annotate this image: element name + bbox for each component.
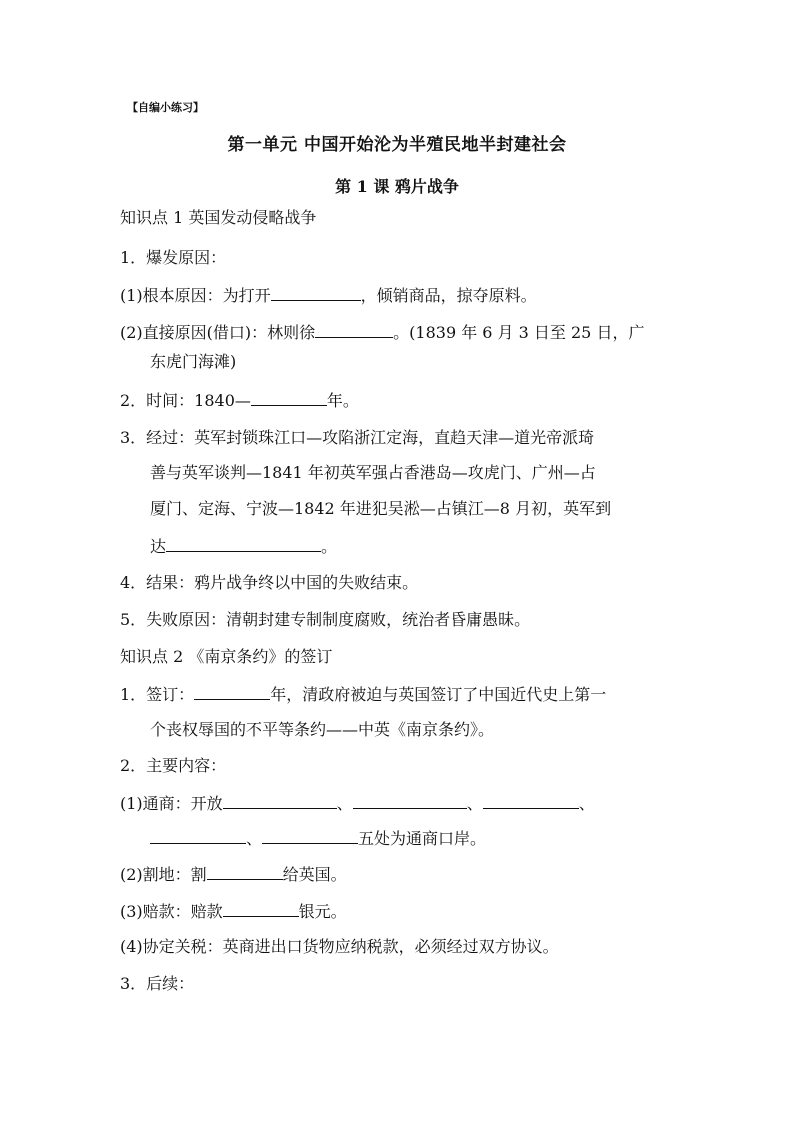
text: ，倾销商品，掠夺原料。: [360, 286, 537, 305]
answer-blank[interactable]: [223, 793, 337, 809]
knowledge-point-1-heading: 知识点 1 英国发动侵略战争: [120, 208, 317, 227]
exercise-tag: 【自编小练习】: [127, 101, 204, 114]
answer-blank[interactable]: [223, 901, 299, 917]
text: 1．签订：: [120, 685, 195, 704]
answer-blank[interactable]: [251, 390, 327, 406]
answer-blank[interactable]: [271, 285, 361, 301]
answer-blank[interactable]: [262, 828, 358, 844]
unit-title: 第一单元 中国开始沦为半殖民地半封建社会: [227, 135, 567, 155]
text: 银元。: [298, 902, 347, 921]
text: 。: [321, 537, 338, 556]
k1-item-1-2: [120, 322, 644, 343]
answer-blank[interactable]: [483, 793, 579, 809]
text: (1)根本原因：为打开: [120, 286, 271, 305]
text: 2．时间：1840—: [120, 391, 251, 410]
answer-blank[interactable]: [194, 684, 270, 700]
knowledge-point-2-heading: 知识点 2 《南京条约》的签订: [120, 647, 333, 666]
k1-item-5: 5．失败原因：清朝封建专制制度腐败，统治者昏庸愚昧。: [120, 610, 531, 629]
answer-blank[interactable]: [315, 322, 393, 338]
k1-item-3-cont-2: 厦门、定海、宁波—1842 年进犯吴淞—占镇江—8 月初，英军到: [150, 499, 612, 518]
separator: 、: [246, 829, 263, 848]
text: 五处为通商口岸。: [358, 829, 487, 848]
text: 达: [150, 537, 167, 556]
k1-item-3-cont-1: 善与英军谈判—1841 年初英军强占香港岛—攻虎门、广州—占: [150, 463, 596, 482]
k2-item-1: [120, 684, 606, 705]
text: (1)通商：开放: [120, 794, 223, 813]
k2-item-2-1-cont: [150, 828, 486, 849]
text: 给英国。: [282, 865, 347, 884]
text: (2)割地：割: [120, 865, 207, 884]
lesson-title: 第 1 课 鸦片战争: [335, 177, 459, 196]
k2-item-2-1: [120, 793, 595, 814]
k2-item-3: 3．后续：: [120, 974, 195, 993]
k1-item-3-cont-3: [150, 536, 337, 557]
text: 年，清政府被迫与英国签订了中国近代史上第一: [270, 685, 607, 704]
text: (2)直接原因(借口)：林则徐: [120, 323, 316, 342]
answer-blank[interactable]: [353, 793, 467, 809]
k1-item-1-1: [120, 285, 537, 306]
k2-item-2-3: [120, 901, 347, 922]
separator: 、: [336, 794, 353, 813]
answer-blank[interactable]: [150, 828, 246, 844]
k2-item-2: 2．主要内容：: [120, 756, 227, 775]
separator: 、: [466, 794, 483, 813]
text: (3)赔款：赔款: [120, 902, 223, 921]
answer-blank[interactable]: [207, 864, 283, 880]
k2-item-2-2: [120, 864, 347, 885]
text: 年。: [326, 391, 359, 410]
k2-item-1-cont: 个丧权辱国的不平等条约——中英《南京条约》。: [150, 720, 495, 739]
k1-item-1: 1．爆发原因：: [120, 248, 227, 267]
k1-item-3: 3．经过：英军封锁珠江口—攻陷浙江定海，直趋天津—道光帝派琦: [120, 428, 595, 447]
k1-item-1-2-cont: 东虎门海滩): [150, 352, 237, 371]
separator: 、: [578, 794, 595, 813]
k1-item-4: 4．结果：鸦片战争终以中国的失败结束。: [120, 573, 419, 592]
k1-item-2: [120, 390, 359, 411]
answer-blank[interactable]: [166, 536, 321, 552]
k2-item-2-4: (4)协定关税：英商进出口货物应纳税款，必须经过双方协议。: [120, 937, 559, 956]
text: 。(1839 年 6 月 3 日至 25 日，广: [393, 323, 645, 342]
